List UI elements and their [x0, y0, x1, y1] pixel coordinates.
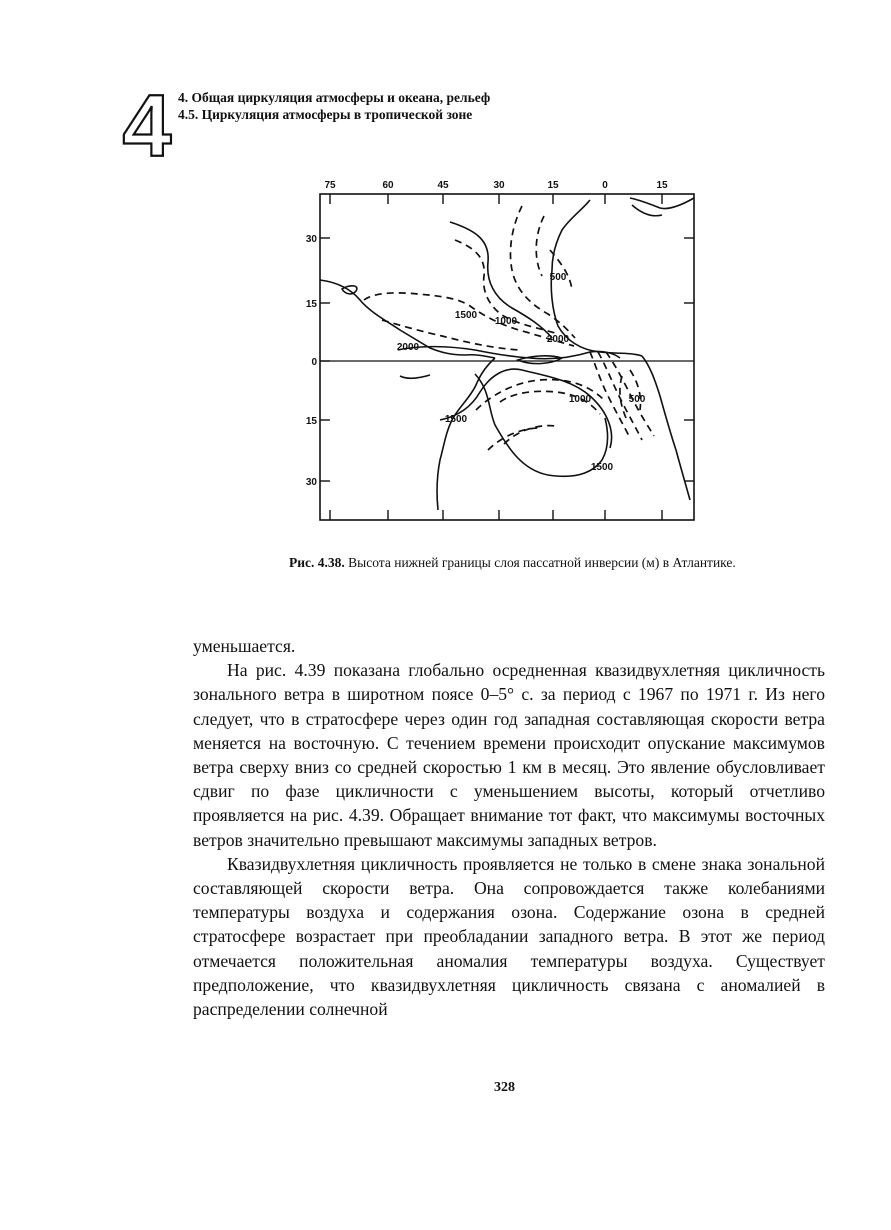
contour-1500-south — [440, 369, 612, 448]
contour-label: 1000 — [568, 394, 592, 405]
top-label: 60 — [382, 180, 394, 191]
contour-label: 1500 — [444, 414, 468, 425]
coastlines — [320, 198, 694, 510]
chapter-number-text: 4 — [122, 76, 172, 175]
contour-label: 1500 — [590, 462, 614, 473]
caption-label: Рис. 4.38. — [289, 555, 345, 570]
caption-text: Высота нижней границы слоя пассатной инверсии (м) в Атлантике. — [344, 555, 736, 570]
left-label: 15 — [305, 299, 317, 310]
paragraph: уменьшается. — [193, 636, 296, 656]
body-text — [193, 634, 825, 1021]
contour-label: 500 — [628, 394, 646, 405]
figure-caption — [289, 553, 749, 573]
top-label: 30 — [493, 180, 505, 191]
dashed-contours — [364, 206, 654, 450]
contour-label: 1500 — [454, 310, 478, 321]
top-label: 45 — [437, 180, 449, 191]
contour-label: 1000 — [494, 316, 518, 327]
chapter-title: 4. Общая циркуляция атмосферы и океана, рельеф — [178, 90, 491, 105]
left-label: 30 — [305, 477, 317, 488]
contour-label: 500 — [549, 272, 567, 283]
top-label: 0 — [602, 180, 608, 191]
top-label: 75 — [324, 180, 336, 191]
right-ticks — [684, 238, 694, 481]
left-ticks — [320, 238, 330, 481]
top-label: 15 — [547, 180, 559, 191]
contour-label: 2000 — [546, 334, 570, 345]
contour-label: 2000 — [396, 342, 420, 353]
top-ticks — [330, 194, 662, 204]
top-label: 15 — [656, 180, 668, 191]
chapter-number — [122, 76, 172, 175]
left-label: 15 — [305, 416, 317, 427]
section-title: 4.5. Циркуляция атмосферы в тропической зоне — [178, 107, 473, 122]
figure-map — [290, 170, 710, 530]
page-number: 328 — [494, 1080, 515, 1095]
left-label: 0 — [311, 357, 317, 368]
left-label: 30 — [305, 234, 317, 245]
map-frame — [320, 194, 694, 520]
paragraph: На рис. 4.39 показана глобально осредненная квазидвухлетняя цикличность зонального ветра в широтном поясе 0–5° с. за период с 1967 по 1971 г. Из него следует, что в стратосфере через один год западная составляющая скорости ветра меняется на восточную. С течением времени происходит опускание максимумов ветра сверху вниз со средней скоростью 1 км в месяц. Это явление обусловливает сдвиг по фазе цикличности с уменьшением высоты, который отчетливо проявляется на рис. 4.39. Обращает внимание тот факт, что максимумы восточных ветров значительно превышают максимумы западных ветров. — [193, 660, 825, 850]
bottom-ticks — [330, 510, 662, 520]
paragraph: Квазидвухлетняя цикличность проявляется не только в смене знака зональной составляющей скорости ветра. Она сопровождается также колебаниями температуры воздуха и содержания озона. Содержание озона в средней стратосфере возрастает при преобладании западного ветра. В этот же период отмечается положительная аномалия температуры воздуха. Существует предположение, что квазидвухлетняя цикличность связана с аномалией в распределении солнечной — [193, 853, 825, 1020]
